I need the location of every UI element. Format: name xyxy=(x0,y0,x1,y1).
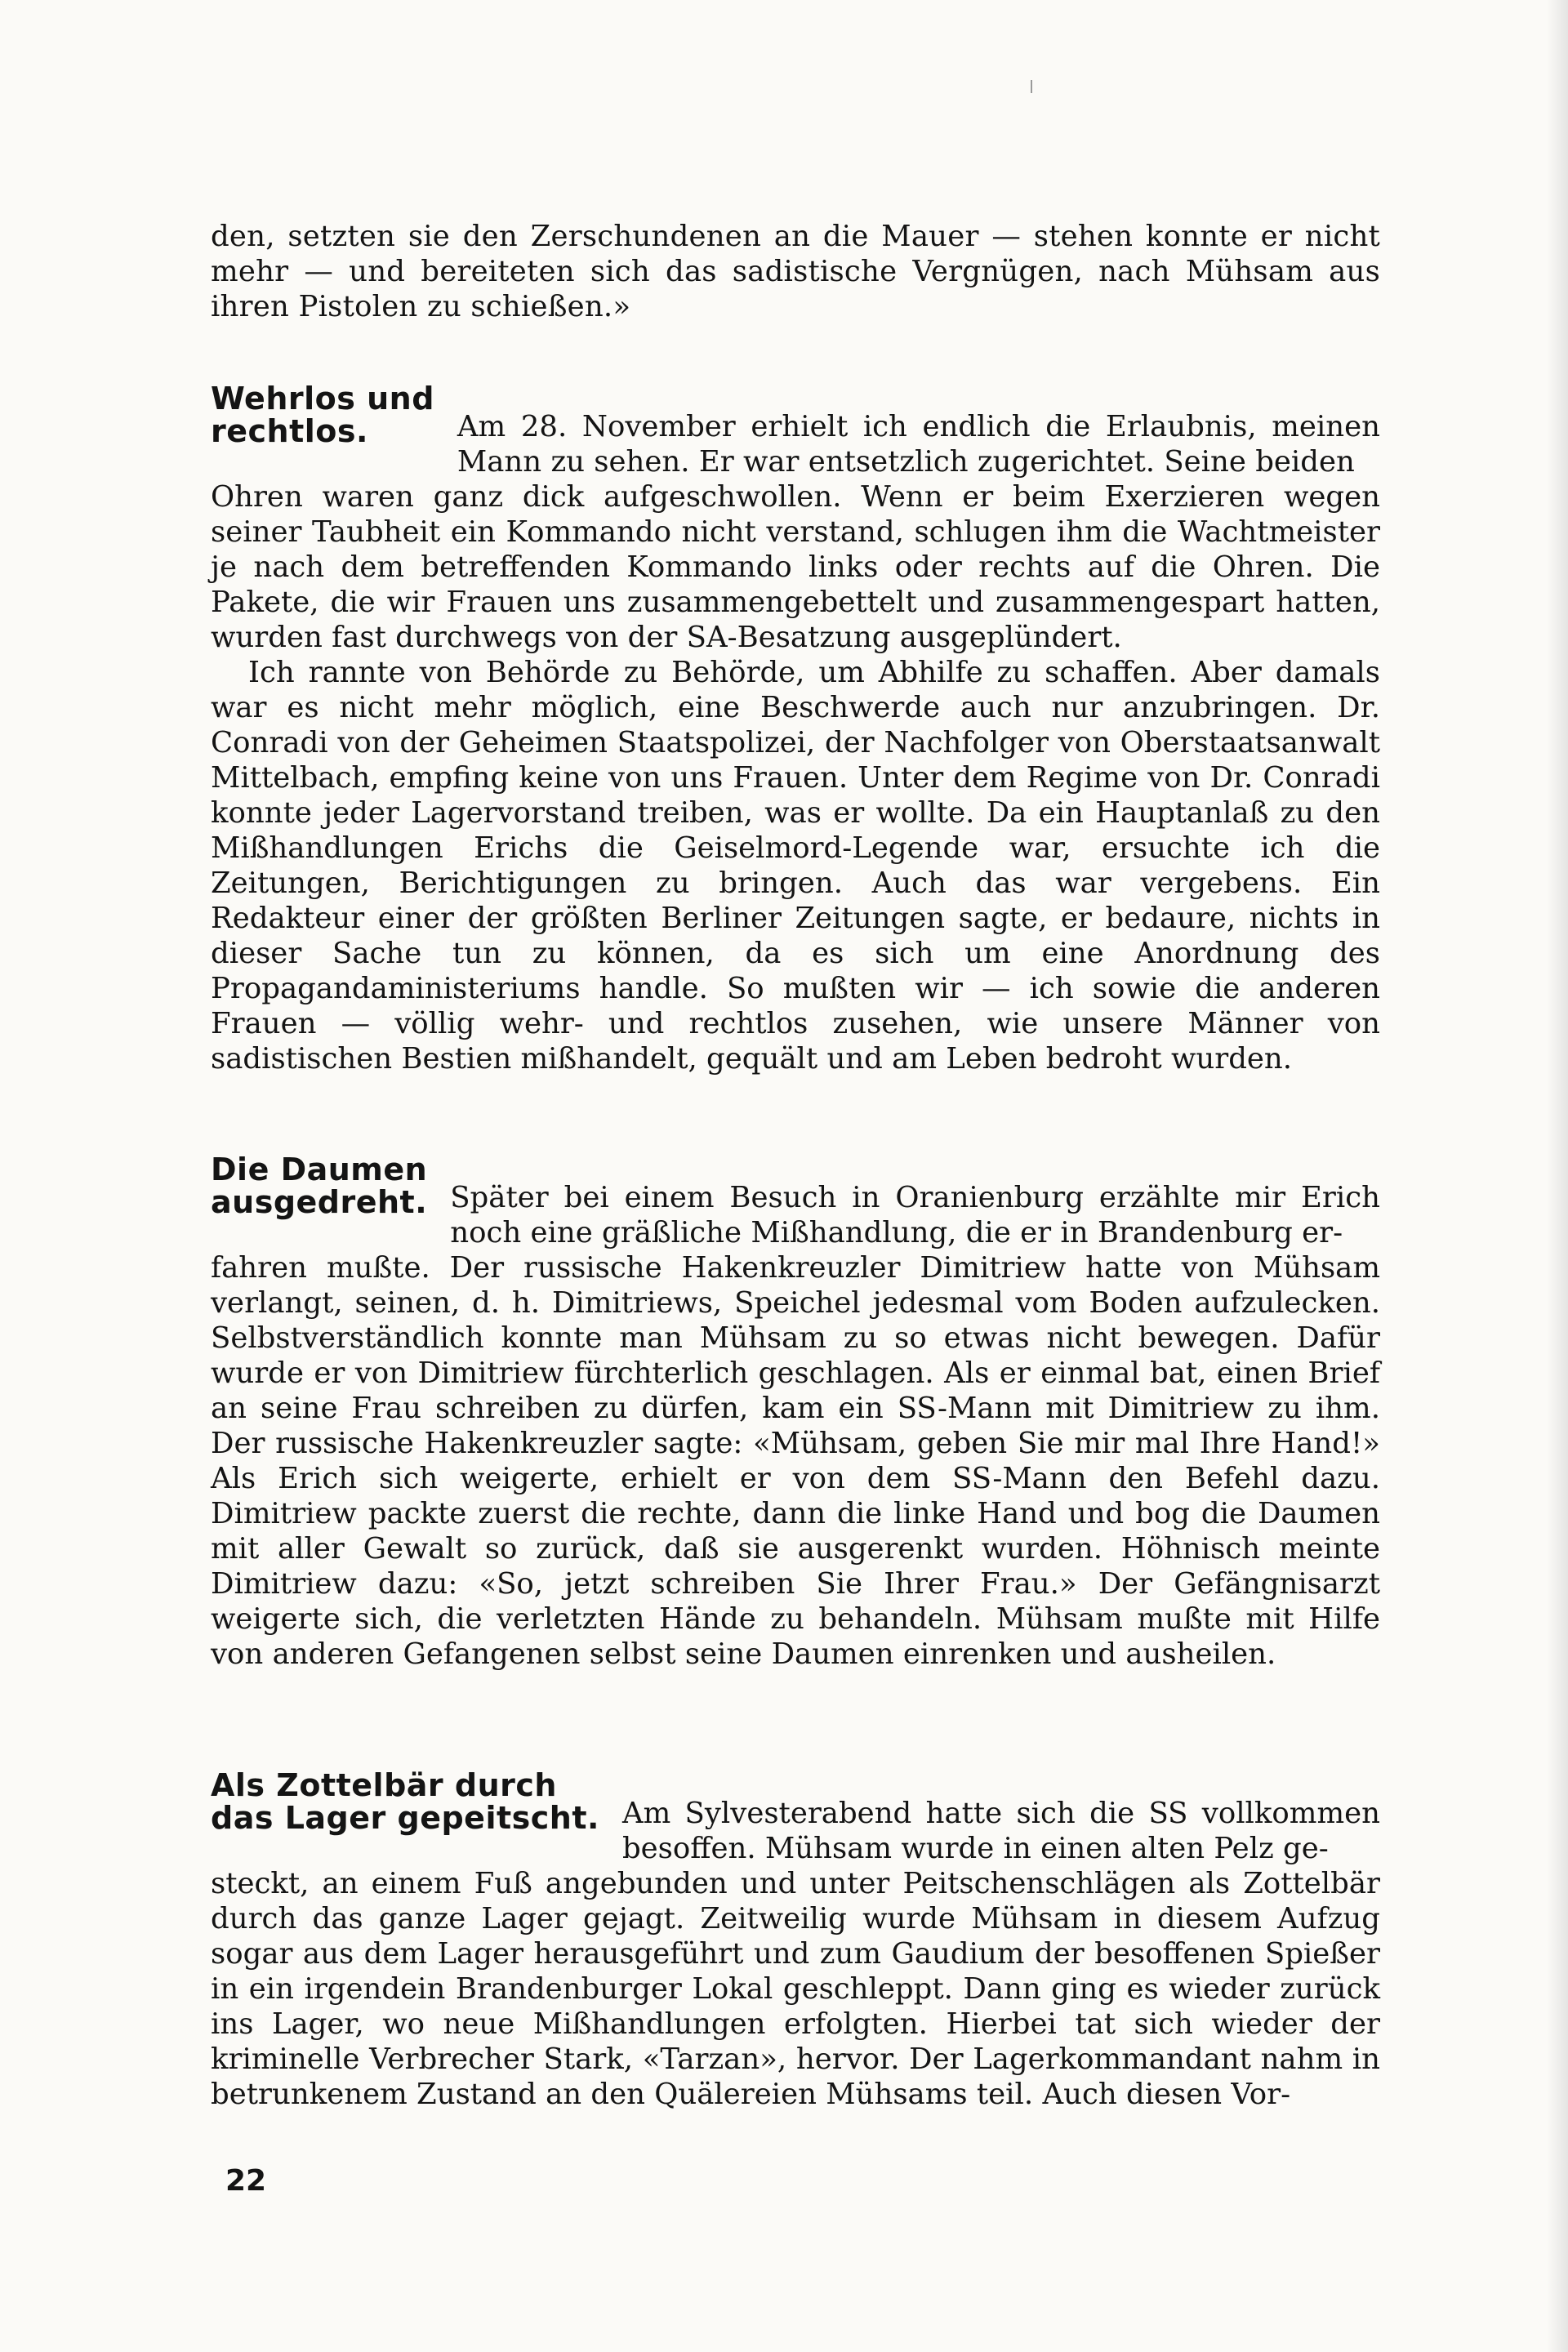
section-head-line xyxy=(211,382,1380,479)
section-heading-line2: ausgedreht. xyxy=(211,1184,428,1220)
stray-ink-mark xyxy=(1031,80,1032,93)
section-body-text: fahren mußte. Der russische Hakenkreuzler Dimitriew hatte von Mühsam verlangt, seinen, d. h. Dimitriews, Speichel jedesmal vom Boden aufzulecken. Selbstverständlich konnte man Mühsam zu so etwas nicht bewegen. Dafür wurde er von Dimitriew fürchterlich geschlagen. Als er einmal bat, einen Brief an seine Frau schreiben zu dürfen, kam ein SS-Mann mit Dimitriew zu ihm. Der russische Hakenkreuzler sagte: «Mühsam, geben Sie mir mal Ihre Hand!» Als Erich sich weigerte, erhielt er von dem SS-Mann den Befehl dazu. Dimitriew packte zuerst die rechte, dann die linke Hand und bog die Daumen mit aller Gewalt so zurück, daß sie ausgerenkt wurden. Höhnisch meinte Dimitriew dazu: «So, jetzt schreiben Sie Ihrer Frau.» Der Gefängnisarzt weigerte sich, die verletzten Hände zu behandeln. Mühsam mußte mit Hilfe von anderen Gefangenen selbst seine Daumen einrenken und ausheilen. xyxy=(211,1251,1380,1671)
section-heading-line2: das Lager gepeitscht. xyxy=(211,1800,599,1836)
section-heading xyxy=(211,1153,427,1218)
page-edge-shadow xyxy=(1547,0,1568,2352)
section-lead-text: Am 28. November erhielt ich endlich die Erlaubnis, meinen Mann zu sehen. Er war entsetzlich zugerichtet. Seine beiden xyxy=(457,410,1380,479)
section-lead-text: Später bei einem Besuch in Oranienburg erzählte mir Erich noch eine gräßliche Mißhandlung, die er in Brandenburg er- xyxy=(450,1181,1380,1250)
section-body-text: Ohren waren ganz dick aufgeschwollen. Wenn er beim Exerzieren wegen seiner Taubheit ein Kommando nicht verstand, schlugen ihm die Wachtmeister je nach dem betreffenden Kommando links oder rechts auf die Ohren. Die Pakete, die wir Frauen uns zusammengebettelt und zusammengespart hatten, wurden fast durchwegs von der SA-Besatzung ausgeplündert. xyxy=(211,480,1380,654)
section-heading-line1: Die Daumen xyxy=(211,1152,428,1187)
section-heading-line1: Als Zottelbär durch xyxy=(211,1767,557,1803)
section-body-text: steckt, an einem Fuß angebunden und unter Peitschenschlägen als Zottelbär durch das ganze Lager gejagt. Zeitweilig wurde Mühsam in diesem Aufzug sogar aus dem Lager herausgeführt und zum Gaudium der besoffenen Spießer in ein irgendein Brandenburger Lokal geschleppt. Dann ging es wieder zurück ins Lager, wo neue Mißhandlungen erfolgten. Hierbei tat sich wieder der kriminelle Verbrecher Stark, «Tarzan», hervor. Der Lagerkommandant nahm in betrunkenem Zustand an den Quälereien Mühsams teil. Auch diesen Vor- xyxy=(211,1867,1380,2111)
opening-paragraph-text: den, setzten sie den Zerschundenen an die Mauer — stehen konnte er nicht mehr — und bereiteten sich das sadistische Vergnügen, nach Mühsam aus ihren Pistolen zu schießen.» xyxy=(211,220,1380,323)
page-number: 22 xyxy=(225,2164,267,2198)
section-lead-text: Am Sylvesterabend hatte sich die SS vollkommen besoffen. Mühsam wurde in einen alten Pelz ge- xyxy=(621,1797,1380,1865)
section-body-text-2: Ich rannte von Behörde zu Behörde, um Abhilfe zu schaffen. Aber damals war es nicht mehr möglich, eine Beschwerde auch nur anzubringen. Dr. Conradi von der Geheimen Staatspolizei, der Nachfolger von Oberstaatsanwalt Mittelbach, empfing keine von uns Frauen. Unter dem Regime von Dr. Conradi konnte jeder Lagervorstand treiben, was er wollte. Da ein Hauptanlaß zu den Mißhandlungen Erichs die Geiselmord-Legende war, ersuchte ich die Zeitungen, Berichtigungen zu bringen. Auch das war vergebens. Ein Redakteur einer der größten Berliner Zeitungen sagte, er bedaure, nichts in dieser Sache tun zu können, da es sich um eine Anordnung des Propagandaministeriums handle. So mußten wir — ich sowie die anderen Frauen — völlig wehr- und rechtlos zusehen, wie unsere Männer von sadistischen Bestien mißhandelt, gequält und am Leben bedroht wurden. xyxy=(211,656,1380,1076)
section-heading-line2: rechtlos. xyxy=(211,413,368,449)
section-head-line xyxy=(211,1769,1380,1866)
section-heading xyxy=(211,1769,599,1834)
section-head-line xyxy=(211,1153,1380,1250)
section-heading xyxy=(211,382,434,448)
section-zottelbaer xyxy=(211,1769,1380,2112)
section-wehrlos xyxy=(211,382,1380,1076)
opening-paragraph xyxy=(211,219,1380,324)
section-heading-line1: Wehrlos und xyxy=(211,381,434,416)
section-daumen xyxy=(211,1153,1380,1672)
